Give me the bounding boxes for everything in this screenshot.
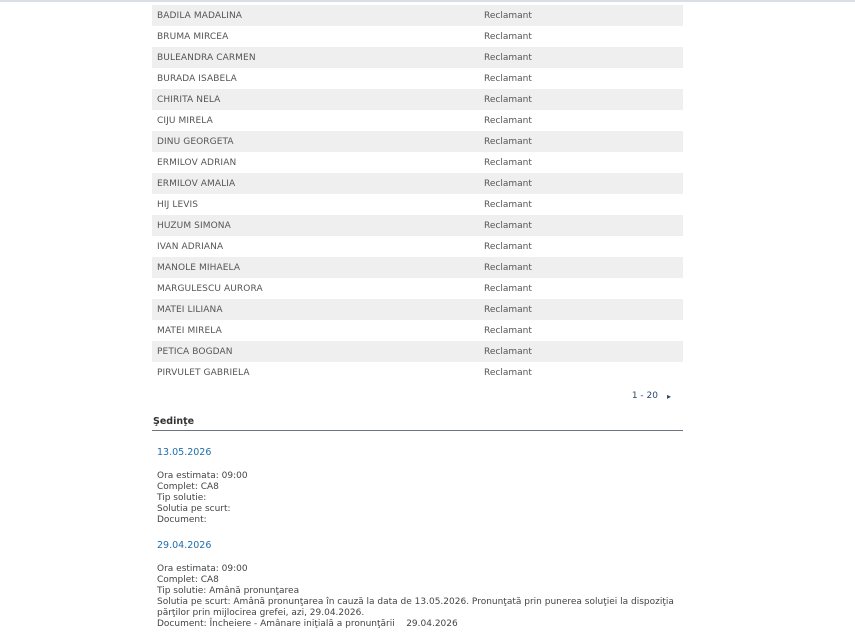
sessions-list [152, 446, 683, 630]
party-role: Reclamant [484, 73, 532, 84]
pagination [152, 385, 683, 407]
session-field: Ora estimata: 09:00 [157, 564, 248, 574]
session-item [152, 446, 683, 526]
party-role: Reclamant [484, 10, 532, 21]
party-name: PIRVULET GABRIELA [157, 367, 250, 378]
table-row [152, 110, 683, 131]
party-name: HUZUM SIMONA [157, 220, 231, 231]
table-row [152, 215, 683, 236]
party-role: Reclamant [484, 157, 532, 168]
table-row [152, 26, 683, 47]
session-field: Tip solutie: Amână pronunţarea [157, 586, 300, 596]
table-row [152, 257, 683, 278]
table-row [152, 173, 683, 194]
party-name: BRUMA MIRCEA [157, 31, 229, 42]
case-detail-panel [152, 5, 683, 630]
party-name: BULEANDRA CARMEN [157, 52, 256, 63]
session-fields [157, 471, 683, 526]
party-name: CHIRITA NELA [157, 94, 221, 105]
party-role: Reclamant [484, 262, 532, 273]
party-role: Reclamant [484, 367, 532, 378]
session-item [152, 539, 683, 630]
party-role: Reclamant [484, 94, 532, 105]
party-role: Reclamant [484, 346, 532, 357]
party-name: CIJU MIRELA [157, 115, 213, 126]
party-role: Reclamant [484, 31, 532, 42]
session-field: Tip solutie: [157, 493, 207, 503]
table-row [152, 47, 683, 68]
session-field: Document: Încheiere - Amânare iniţială a pronunţării 29.04.2026 [157, 619, 458, 629]
table-row [152, 320, 683, 341]
party-role: Reclamant [484, 136, 532, 147]
table-row [152, 236, 683, 257]
session-field: Complet: CA8 [157, 575, 219, 585]
party-name: PETICA BOGDAN [157, 346, 233, 357]
table-row [152, 341, 683, 362]
party-name: MANOLE MIHAELA [157, 262, 241, 273]
session-fields [157, 564, 683, 630]
table-row [152, 194, 683, 215]
party-name: ERMILOV ADRIAN [157, 157, 237, 168]
party-role: Reclamant [484, 199, 532, 210]
party-name: ERMILOV AMALIA [157, 178, 236, 189]
session-date-link[interactable]: 13.05.2026 [157, 447, 212, 458]
party-name: MATEI LILIANA [157, 304, 223, 315]
party-role: Reclamant [484, 220, 532, 231]
party-name: BURADA ISABELA [157, 73, 237, 84]
party-name: IVAN ADRIANA [157, 241, 224, 252]
table-row [152, 278, 683, 299]
session-field: Complet: CA8 [157, 482, 219, 492]
party-name: MARGULESCU AURORA [157, 283, 263, 294]
session-date-link[interactable]: 29.04.2026 [157, 540, 212, 551]
party-name: DINU GEORGETA [157, 136, 234, 147]
party-role: Reclamant [484, 178, 532, 189]
table-row [152, 5, 683, 26]
session-field: Solutia pe scurt: Amână pronunţarea în cauză la data de 13.05.2026. Pronunţată prin punerea soluţiei la dispoziţia părţilor prin mijlocirea grefei, azi, 29.04.2026. [157, 597, 677, 618]
table-row [152, 131, 683, 152]
party-name: HIJ LEVIS [157, 199, 199, 210]
party-name: MATEI MIRELA [157, 325, 222, 336]
table-row [152, 362, 683, 383]
party-name: BADILA MADALINA [157, 10, 243, 21]
session-field: Document: [157, 515, 207, 525]
sessions-heading: Şedinţe [152, 413, 683, 431]
session-field: Solutia pe scurt: [157, 504, 231, 514]
parties-table [152, 5, 683, 383]
party-role: Reclamant [484, 241, 532, 252]
table-row [152, 68, 683, 89]
party-role: Reclamant [484, 325, 532, 336]
top-divider [0, 0, 855, 2]
table-row [152, 299, 683, 320]
table-row [152, 152, 683, 173]
party-role: Reclamant [484, 304, 532, 315]
party-role: Reclamant [484, 115, 532, 126]
pagination-range: 1 - 20 [631, 391, 658, 401]
session-field: Ora estimata: 09:00 [157, 471, 248, 481]
next-page-icon[interactable]: ▸ [666, 391, 671, 401]
table-row [152, 89, 683, 110]
party-role: Reclamant [484, 52, 532, 63]
party-role: Reclamant [484, 283, 532, 294]
